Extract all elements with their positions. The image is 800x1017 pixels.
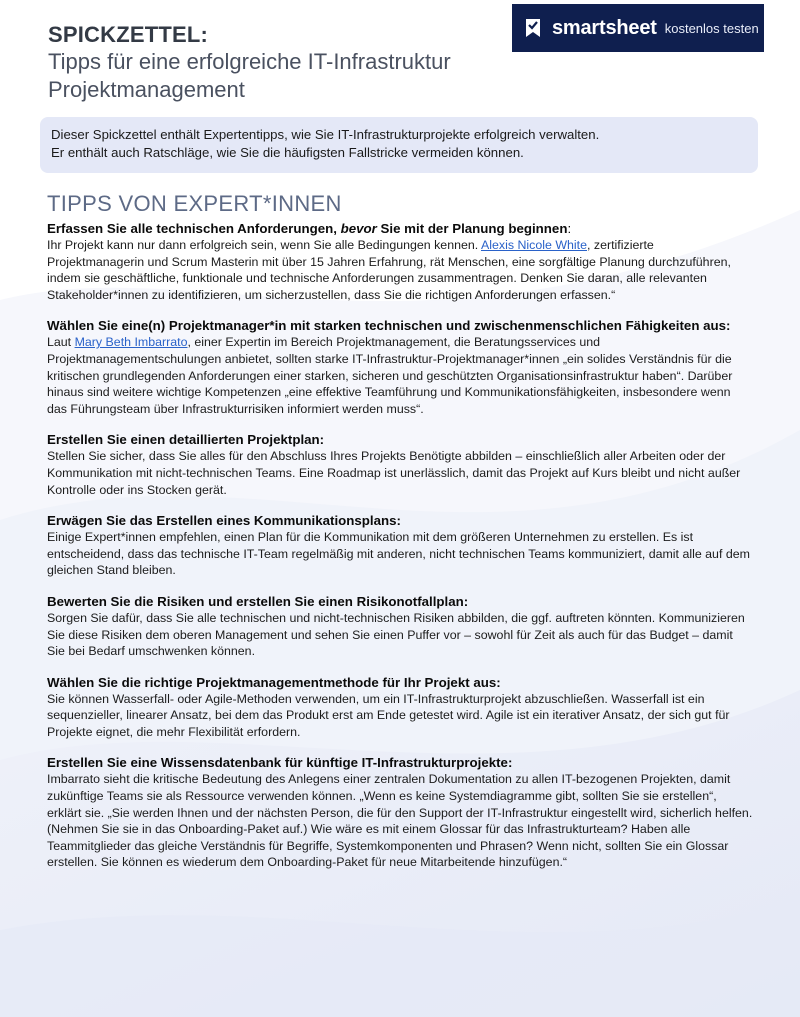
tips-list bbox=[47, 220, 753, 885]
link-mary-beth-imbarrato[interactable]: Mary Beth Imbarrato bbox=[74, 335, 188, 350]
tip-text: Einige Expert*innen empfehlen, einen Plan für die Kommunikation mit dem größeren Unternehmen zu erstellen. Es ist entscheidend, dass das technische IT-Team regelmäßig mit anderen, nicht technischen Teams kommuniziert, damit alle auf dem gleichen Stand bleiben. bbox=[47, 530, 750, 578]
section-heading: TIPPS VON EXPERT*INNEN bbox=[47, 191, 342, 216]
tip-heading-emphasis: bevor bbox=[340, 221, 377, 236]
tip-heading: Wählen Sie die richtige Projektmanagementmethode für Ihr Projekt aus: bbox=[47, 674, 501, 690]
tip-item bbox=[47, 512, 753, 579]
tip-item bbox=[47, 317, 753, 417]
tip-heading: Erwägen Sie das Erstellen eines Kommunikationsplans: bbox=[47, 513, 401, 529]
tip-item bbox=[47, 431, 753, 498]
brand-name: smartsheet bbox=[552, 16, 657, 39]
tip-text: Imbarrato sieht die kritische Bedeutung des Anlegens einer zentralen Dokumentation zu allen IT-bezogenen Projekten, damit zukünftige Teams sie als Ressource verwenden können. „Wenn es keine Systemdiagramme gibt, sollten Sie sie erstellen“, erklärt sie. „Sie werden Ihnen und der nächsten Person, die für den Support der IT-Infrastruktur eingestellt wird, sicherlich helfen. (Nehmen Sie sie in das Onboarding-Paket auf.) Wie wäre es mit einem Glossar für das Infrastrukturteam? Haben alle Teammitglieder das gleiche Verständnis für Begriffe, Systemkomponenten und Phrasen? Wenn nicht, sollten Sie ein Glossar erstellen. Sie können es wiederum dem Onboarding-Paket für neue Mitarbeitende hinzufügen.“ bbox=[47, 772, 753, 870]
link-alexis-nicole-white[interactable]: Alexis Nicole White bbox=[480, 238, 588, 252]
tip-text: Sie können Wasserfall- oder Agile-Methoden verwenden, um ein IT-Infrastrukturprojekt abzuschließen. Wasserfall ist ein sequenzieller, linearer Ansatz, bei dem das Produkt erst am Ende getestet wird. Agile ist ein iterativer Ansatz, der sich gut für Projekte eignet, die mehr Flexibilität erfordern. bbox=[47, 691, 730, 739]
tip-item bbox=[47, 754, 753, 871]
brand-cta: kostenlos testen bbox=[664, 20, 759, 36]
tip-heading: Bewerten Sie die Risiken und erstellen Sie einen Risikonotfallplan: bbox=[47, 593, 469, 609]
tip-text: Sorgen Sie dafür, dass Sie alle technischen und nicht-technischen Risiken abbilden, die ggf. auftreten könnten. Kommunizieren Sie diese Risiken dem oberen Management und sehen Sie einen Puffer vor – sowohl für Zeit als auch für das Budget – damit Sie bei Bedarf umschwenken können. bbox=[47, 610, 745, 659]
tip-heading-part: Sie mit der Planung beginnen bbox=[376, 221, 568, 236]
document-title bbox=[48, 22, 508, 104]
tip-heading: Erstellen Sie eine Wissensdatenbank für künftige IT-Infrastrukturprojekte: bbox=[47, 755, 513, 771]
tip-text-part: , zertifizierte Projektmanagerin und Scrum Masterin mit über 15 Jahren Erfahrung, rät Menschen, eine sorgfältige Planung durchzuführen, indem sie geschäftliche, funktionale und technische Anforderungen zusammentragen. Denken Sie daran, alle relevanten Stakeholder*innen zu identifizieren, um sicherzustellen, dass Sie die richtigen Anforderungen erfassen.“ bbox=[47, 238, 731, 302]
title-line-2: Projektmanagement bbox=[48, 77, 245, 102]
title-line-1: Tipps für eine erfolgreiche IT-Infrastruktur bbox=[48, 49, 451, 74]
tip-heading: Wählen Sie eine(n) Projektmanager*in mit starken technischen und zwischenmenschlichen Fähigkeiten aus: bbox=[47, 318, 731, 334]
tip-text-part: , einer Expertin im Bereich Projektmanagement, die Beratungsservices und Projektmanagementschulungen anbietet, sollten starke IT-Infrastruktur-Projektmanager*innen „ein solides Verständnis für die kritischen grundlegenden Anforderungen einer starken, sicheren und geschützten Organisationsinfrastruktur haben“. Darüber hinaus sind weitere wichtige Kompetenzen „eine effektive Teamführung und Kommunikationsfähigkeiten, insbesondere wenn das Führungsteam über Infrastrukturrisiken informiert werden muss“. bbox=[47, 335, 733, 416]
intro-line-2: Er enthält auch Ratschläge, wie Sie die häufigsten Fallstricke vermeiden können. bbox=[51, 145, 524, 160]
smartsheet-trial-banner[interactable] bbox=[512, 4, 764, 52]
tip-heading: Erstellen Sie einen detaillierten Projektplan: bbox=[47, 432, 325, 448]
title-main: SPICKZETTEL: bbox=[48, 22, 209, 47]
tip-heading bbox=[47, 220, 753, 237]
tip-item bbox=[47, 593, 753, 660]
tip-text-part: Laut bbox=[47, 335, 75, 350]
tip-heading-colon: : bbox=[567, 221, 572, 236]
smartsheet-logo-icon bbox=[524, 17, 544, 39]
intro-box bbox=[40, 117, 758, 173]
intro-line-1: Dieser Spickzettel enthält Expertentipps, wie Sie IT-Infrastrukturprojekte erfolgreich verwalten. bbox=[51, 127, 600, 142]
tip-text: Stellen Sie sicher, dass Sie alles für den Abschluss Ihres Projekts Benötigte abbilden – einschließlich aller Arbeiten oder der Kommunikation mit nicht-technischen Teams. Eine Roadmap ist unerlässlich, damit das Projekt auf Kurs bleibt und nicht außer Kontrolle oder ins Stocken gerät. bbox=[47, 449, 741, 497]
tip-item bbox=[47, 220, 753, 303]
tip-text bbox=[47, 237, 753, 303]
tip-item bbox=[47, 674, 753, 741]
tip-heading-part: Erfassen Sie alle technischen Anforderungen, bbox=[47, 221, 341, 236]
tip-text bbox=[47, 334, 753, 417]
tip-text-part: Ihr Projekt kann nur dann erfolgreich sein, wenn Sie alle Bedingungen kennen. bbox=[47, 238, 481, 252]
